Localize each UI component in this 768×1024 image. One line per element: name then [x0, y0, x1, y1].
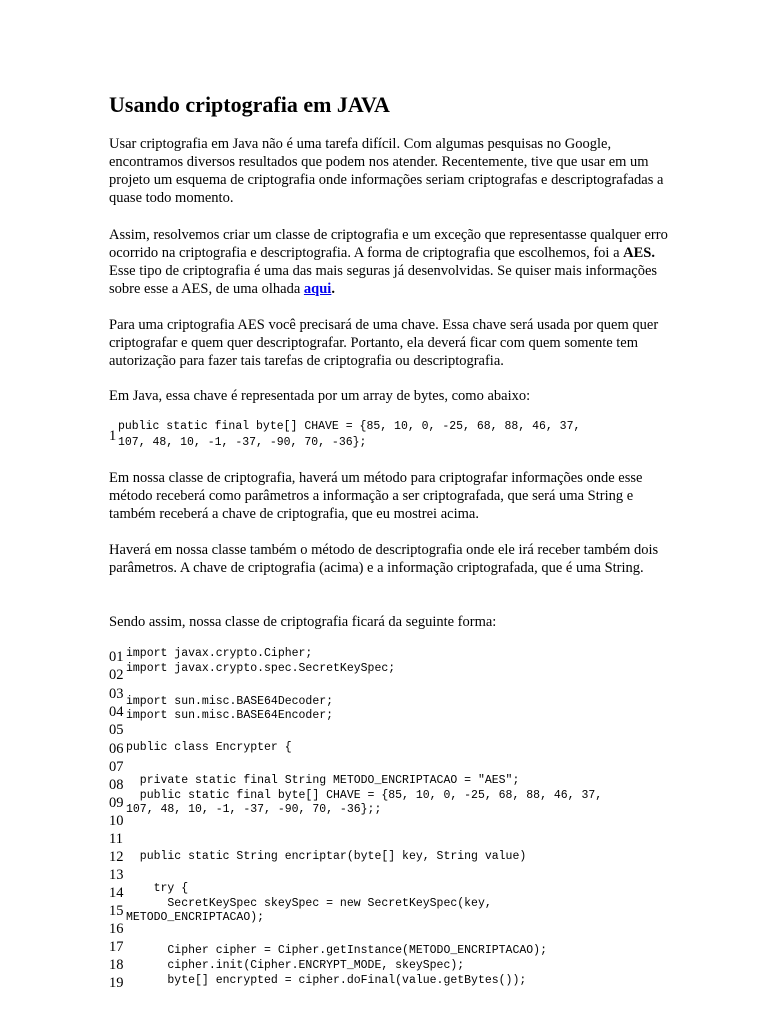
- code-line-number: 15: [109, 903, 124, 919]
- code-listing: [109, 0, 709, 1024]
- code-line: import sun.misc.BASE64Decoder;: [126, 695, 334, 708]
- snippet-code-line: public static final byte[] CHAVE = {85, 10, 0, -25, 68, 88, 46, 37,: [118, 420, 581, 433]
- code-line: METODO_ENCRIPTACAO);: [126, 911, 265, 924]
- code-line-number: 09: [109, 795, 124, 811]
- code-line-number: 03: [109, 686, 124, 702]
- code-line: SecretKeySpec skeySpec = new SecretKeySpec(key,: [126, 897, 492, 910]
- code-line-number: 05: [109, 722, 124, 738]
- code-line: public static final byte[] CHAVE = {85, 10, 0, -25, 68, 88, 46, 37,: [126, 789, 603, 802]
- paragraph-array: Em Java, essa chave é representada por um array de bytes, como abaixo:: [109, 388, 531, 404]
- code-line-number: 12: [109, 849, 124, 865]
- code-line: byte[] encrypted = cipher.doFinal(value.getBytes());: [126, 974, 527, 987]
- paragraph-aes-text-a: Assim, resolvemos criar um classe de criptografia e um exceção que representasse qualquer erro ocorrido na criptografia e descriptografia. A forma de criptografia que escolhemos, foi a: [109, 227, 668, 261]
- code-line-number: 13: [109, 867, 124, 883]
- code-line: Cipher cipher = Cipher.getInstance(METODO_ENCRIPTACAO);: [126, 944, 547, 957]
- paragraph-encrypt-method: Em nossa classe de criptografia, haverá um método para criptografar informações onde esse método receberá como parâmetros a informação a ser criptografada, que será uma String e também receberá a chave de criptografia, que eu mostrei acima.: [109, 470, 643, 522]
- snippet-code-line: 107, 48, 10, -1, -37, -90, 70, -36};: [118, 436, 367, 449]
- snippet-line-number: 1: [109, 428, 117, 444]
- paragraph-class-intro: Sendo assim, nossa classe de criptografia ficará da seguinte forma:: [109, 614, 497, 630]
- code-line-number: 17: [109, 939, 124, 955]
- paragraph-aes-text-c: .: [331, 281, 335, 297]
- code-line-number: 18: [109, 957, 124, 973]
- paragraph-decrypt-method: Haverá em nossa classe também o método de descriptografia onde ele irá receber também dois parâmetros. A chave de criptografia (acima) e a informação criptografada, que é uma String.: [109, 542, 659, 576]
- code-line: public static String encriptar(byte[] key, String value): [126, 850, 527, 863]
- code-line-number: 08: [109, 777, 124, 793]
- paragraph-intro: Usar criptografia em Java não é uma tarefa difícil. Com algumas pesquisas no Google, encontramos diversos resultados que podem nos atender. Recentemente, tive que usar em um projeto um esquema de criptografia onde informações seriam criptografas e descriptografadas a quase todo momento.: [109, 136, 664, 206]
- code-line: public class Encrypter {: [126, 741, 292, 754]
- code-line-number: 07: [109, 759, 124, 775]
- code-line-number: 04: [109, 704, 124, 720]
- code-line-number: 14: [109, 885, 124, 901]
- code-line: try {: [126, 882, 189, 895]
- paragraph-aes-text-b: Esse tipo de criptografia é uma das mais seguras já desenvolvidas. Se quiser mais informações sobre esse a AES, de uma olhada: [109, 263, 658, 297]
- aes-bold-text: AES.: [623, 245, 655, 261]
- code-line: import sun.misc.BASE64Encoder;: [126, 709, 334, 722]
- code-line-number: 19: [109, 975, 124, 991]
- code-line: import javax.crypto.spec.SecretKeySpec;: [126, 662, 396, 675]
- aqui-link[interactable]: aqui: [303, 281, 332, 297]
- code-line-number: 10: [109, 813, 124, 829]
- code-line-number: 16: [109, 921, 124, 937]
- code-line: 107, 48, 10, -1, -37, -90, 70, -36};;: [126, 803, 382, 816]
- paragraph-key: Para uma criptografia AES você precisará de uma chave. Essa chave será usada por quem quer criptografar e quem quer descriptografar. Portanto, ela deverá ficar com quem somente tem autorização para fazer tais tarefas de criptografia ou descriptografia.: [109, 317, 659, 369]
- code-line: cipher.init(Cipher.ENCRYPT_MODE, skeySpec);: [126, 959, 465, 972]
- code-line-number: 11: [109, 831, 123, 847]
- code-line-number: 06: [109, 741, 124, 757]
- code-line: private static final String METODO_ENCRIPTACAO = "AES";: [126, 774, 520, 787]
- code-line-number: 02: [109, 667, 124, 683]
- code-line: import javax.crypto.Cipher;: [126, 647, 313, 660]
- code-line-number: 01: [109, 649, 124, 665]
- page-title: Usando criptografia em JAVA: [109, 92, 390, 117]
